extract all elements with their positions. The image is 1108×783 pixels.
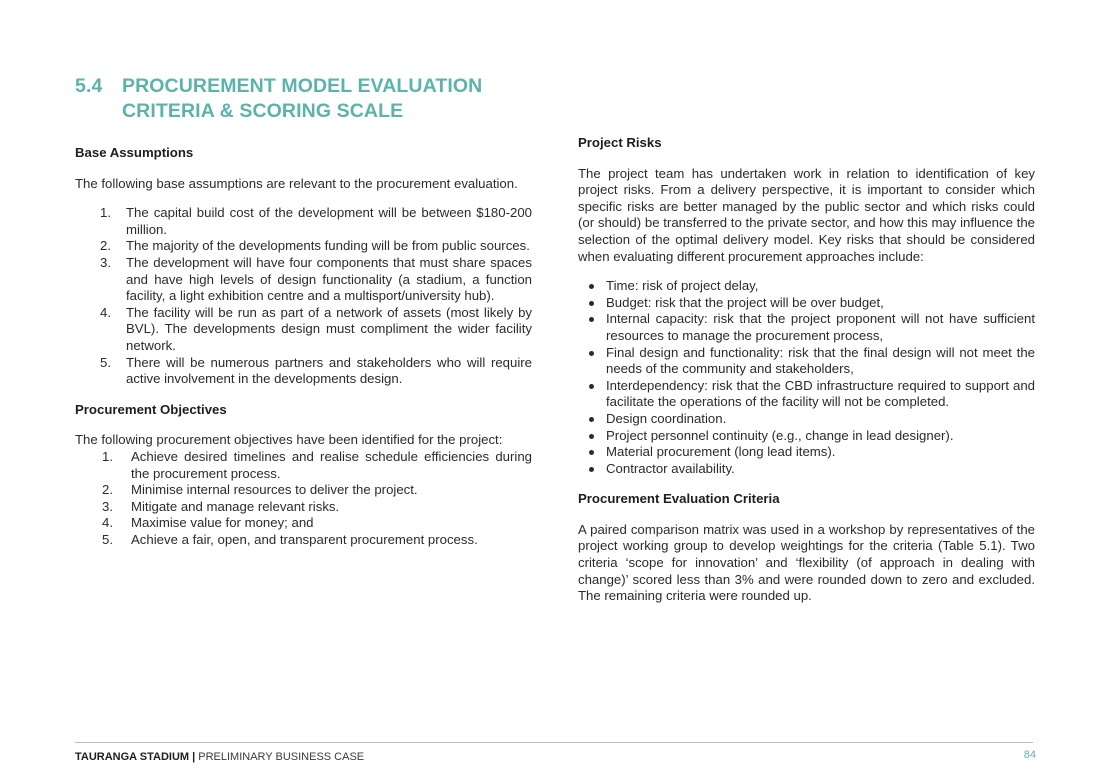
list-item-text: Maximise value for money; and [131, 515, 314, 531]
list-item-text: The capital build cost of the development will be between $180-200 million. [126, 205, 532, 237]
section-title-line2: CRITERIA & SCORING SCALE [122, 100, 404, 122]
risk-item [578, 345, 1035, 378]
list-item [75, 355, 532, 388]
list-item-text: Achieve desired timelines and realise schedule efficiencies during the procurement process. [131, 448, 532, 481]
list-item [75, 515, 532, 532]
list-item-text: The development will have four components that must share spaces and have high levels of design functionality (a stadium, a function facility, a light exhibition centre and a multisport/university hub). [126, 254, 532, 304]
footer-doc-title: TAURANGA STADIUM | [75, 751, 196, 763]
risk-item-text: Final design and functionality: risk that the final design will not meet the needs of the community and stakeholders, [606, 344, 1035, 377]
bullet-icon [589, 417, 594, 422]
risk-item-text: Project personnel continuity (e.g., change in lead designer). [606, 427, 954, 443]
risk-item [578, 378, 1035, 411]
risk-item-text: Contractor availability. [606, 460, 735, 476]
list-item-number: 2. [100, 238, 111, 254]
risk-item-text: Interdependency: risk that the CBD infrastructure required to support and facilitate the operations of the facility will not be completed. [606, 377, 1035, 410]
list-item-text: Mitigate and manage relevant risks. [131, 498, 340, 514]
procurement-objectives-heading: Procurement Objectives [75, 401, 227, 417]
list-item-number: 4. [102, 515, 113, 531]
evaluation-criteria-text: A paired comparison matrix was used in a workshop by representatives of the project working group to develop weightings for the criteria (Table 5.1). Two criteria ‘scope for innovation’ and ‘flexibility (of approach in dealing with change)’ scored less than 3% and were rounded down to zero and excluded. The remaining criteria were rounded up. [578, 521, 1035, 604]
section-number: 5.4 [75, 75, 103, 97]
list-item-number: 4. [100, 304, 111, 320]
section-title [75, 74, 545, 124]
list-item-text: The facility will be run as part of a network of assets (most likely by BVL). The developments design must compliment the wider facility network. [126, 304, 532, 353]
list-item [75, 205, 532, 238]
bullet-icon [589, 434, 594, 439]
list-item-number: 3. [102, 498, 113, 514]
procurement-objectives-list [75, 449, 532, 549]
list-item [75, 482, 532, 499]
left-column [75, 145, 532, 548]
list-item [75, 238, 532, 255]
project-risks-heading: Project Risks [578, 135, 662, 150]
project-risks-intro: The project team has undertaken work in relation to identification of key project risks. From a delivery perspective, it is important to consider which specific risks are better managed by the public sector and which risks could (or should) be transferred to the private sector, and how this may influence the selection of the optimal delivery model. Key risks that should be considered when evaluating different procurement approaches include: [578, 165, 1035, 264]
bullet-icon [589, 384, 594, 389]
risk-item [578, 444, 1035, 461]
base-assumptions-intro: The following base assumptions are relevant to the procurement evaluation. [75, 175, 518, 191]
list-item-number: 3. [100, 254, 111, 270]
bullet-icon [589, 301, 594, 306]
page-number: 84 [1023, 749, 1036, 761]
risk-item-text: Internal capacity: risk that the project proponent will not have sufficient resources to manage the procurement process, [606, 311, 1035, 343]
footer-divider [75, 742, 1033, 743]
risk-item-text: Budget: risk that the project will be over budget, [606, 294, 884, 310]
risk-item [578, 461, 1035, 478]
bullet-icon [589, 450, 594, 455]
footer [75, 751, 364, 763]
risk-item [578, 295, 1035, 312]
risk-item [578, 311, 1035, 344]
list-item-number: 2. [102, 482, 113, 498]
list-item-number: 1. [102, 448, 113, 464]
bullet-icon [589, 284, 594, 289]
list-item [75, 255, 532, 305]
risk-item [578, 411, 1035, 428]
section-title-line1: PROCUREMENT MODEL EVALUATION [122, 75, 483, 97]
list-item [75, 449, 532, 482]
bullet-icon [589, 317, 594, 322]
list-item-number: 5. [100, 354, 111, 370]
list-item [75, 532, 532, 549]
bullet-icon [589, 351, 594, 356]
list-item-text: The majority of the developments funding will be from public sources. [126, 238, 530, 254]
list-item [75, 499, 532, 516]
risk-item-text: Design coordination. [606, 410, 727, 426]
list-item [75, 305, 532, 355]
right-column [578, 135, 1035, 605]
risk-item-text: Material procurement (long lead items). [606, 444, 836, 460]
bullet-icon [589, 467, 594, 472]
evaluation-criteria-heading: Procurement Evaluation Criteria [578, 491, 780, 507]
list-item-text: There will be numerous partners and stakeholders who will require active involvement in the developments design. [126, 354, 532, 387]
list-item-text: Achieve a fair, open, and transparent procurement process. [131, 531, 478, 547]
risk-item [578, 278, 1035, 295]
list-item-number: 5. [102, 531, 113, 547]
base-assumptions-list [75, 205, 532, 388]
base-assumptions-heading: Base Assumptions [75, 145, 194, 160]
project-risks-list [578, 278, 1035, 477]
risk-item [578, 428, 1035, 445]
footer-doc-subtitle: PRELIMINARY BUSINESS CASE [195, 751, 365, 763]
list-item-number: 1. [100, 205, 111, 221]
risk-item-text: Time: risk of project delay, [606, 278, 759, 294]
procurement-objectives-intro: The following procurement objectives have been identified for the project: [75, 432, 503, 448]
list-item-text: Minimise internal resources to deliver the project. [131, 482, 418, 498]
